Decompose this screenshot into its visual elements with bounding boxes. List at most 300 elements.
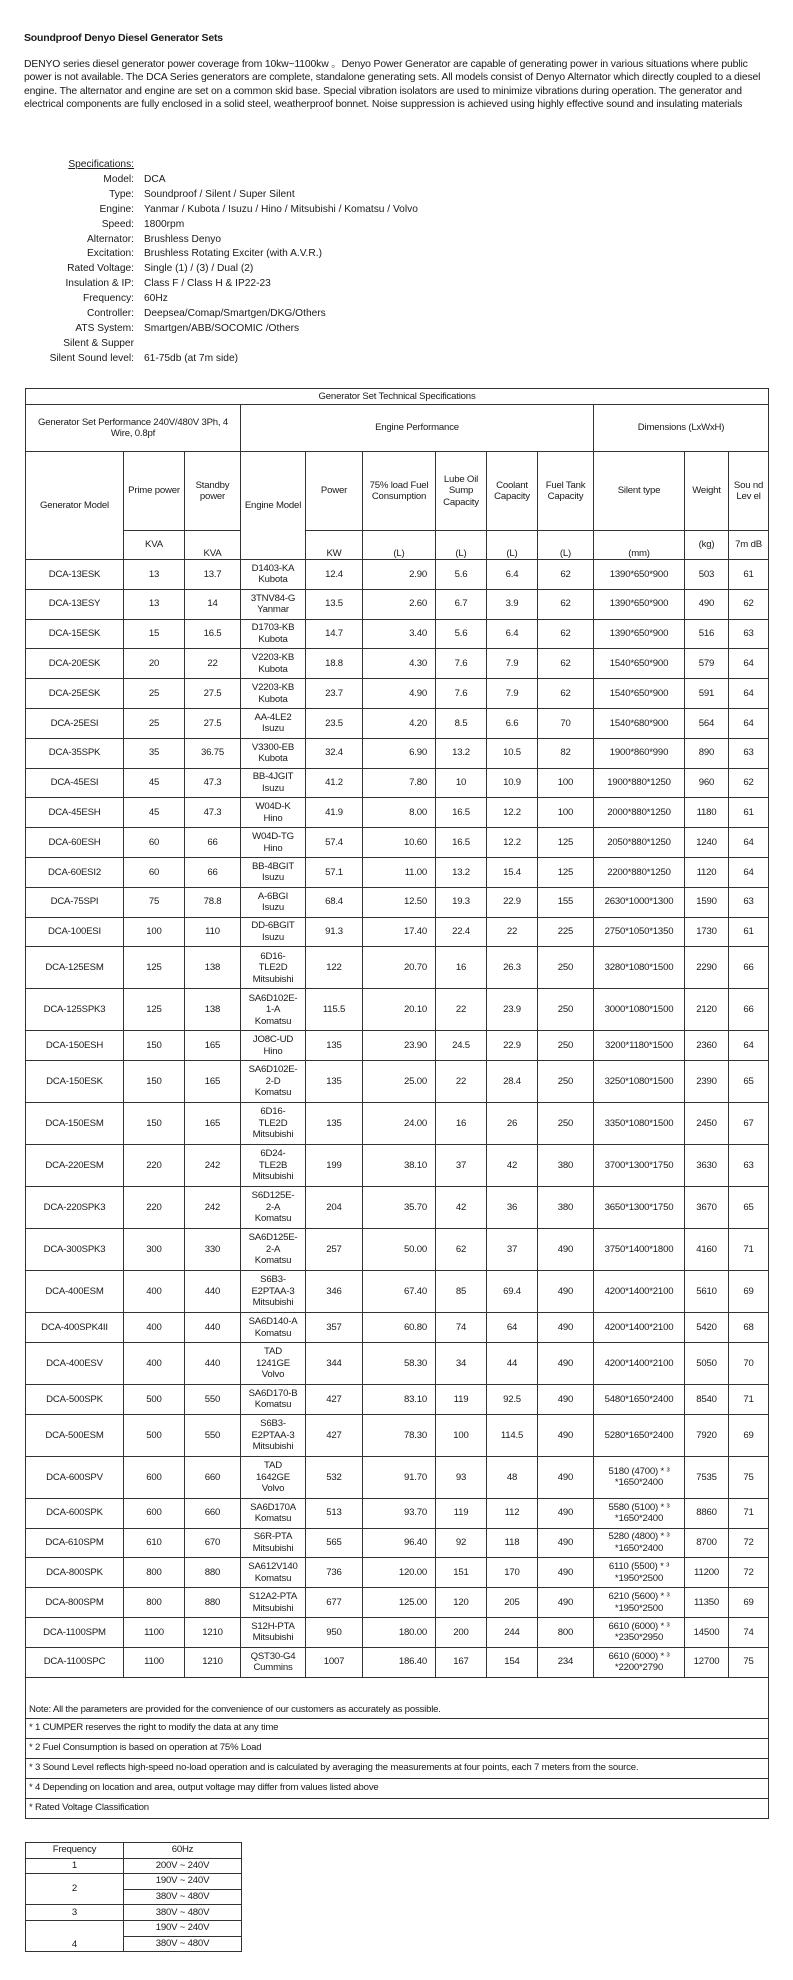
cell-silent-line: 5280*1650*2400: [604, 1429, 674, 1441]
cell-silent-line: *1650*2400: [614, 1477, 664, 1489]
cell-prime: 600: [124, 1456, 185, 1498]
cell-silent: [594, 1558, 685, 1588]
cell-fuel: 38.10: [363, 1145, 436, 1187]
cell-tank: 250: [538, 947, 594, 989]
cell-engine-line: W04D-TG: [252, 831, 294, 843]
cell-power: 12.4: [306, 560, 363, 590]
cell-prime: 45: [124, 798, 185, 828]
cell-lube: 16.5: [436, 798, 487, 828]
spec-value: Class F / Class H & IP22-23: [144, 278, 271, 290]
cell-silent: [594, 1145, 685, 1187]
cell-silent-line: 3700*1300*1750: [604, 1159, 674, 1171]
cell-engine-line: Komatsu: [254, 1255, 292, 1267]
cell-tank: 62: [538, 619, 594, 649]
cell-silent-line: 6610 (6000) * ³: [608, 1620, 670, 1632]
cell-engine-line: E2PTAA-3: [251, 1429, 295, 1441]
voltage-range: 190V ~ 240V: [124, 1920, 242, 1936]
cell-engine: [241, 768, 306, 798]
cell-prime: 220: [124, 1145, 185, 1187]
cell-power: 32.4: [306, 738, 363, 768]
cell-power: 532: [306, 1456, 363, 1498]
cell-silent: [594, 947, 685, 989]
intro-paragraph: DENYO series diesel generator power coverage from 10kw~1100kw 。Denyo Power Generator are capable of generating power in various situations where public power is not available. The DCA Series generators are complete, standalone generating sets. All models consist of Denyo Alternator which directly coupled to a diesel engine. The alternator and engine are set on a common skid base. Special vibration isolators are used to minimize vibrations during operation. The generator and electrical components are fully enclosed in a solid steel, weatherproof bonnet. Noise suppression is achieved using highly effective sound and insulating materials: [24, 59, 761, 111]
voltage-class: 3: [26, 1905, 124, 1921]
cell-fuel: 4.30: [363, 649, 436, 679]
cell-tank: 250: [538, 1031, 594, 1061]
cell-lube: 5.6: [436, 619, 487, 649]
cell-standby: 138: [185, 947, 241, 989]
spec-row: [24, 247, 418, 262]
cell-lube: 13.2: [436, 738, 487, 768]
cell-power: 13.5: [306, 589, 363, 619]
unit-coolant: (L): [487, 531, 538, 560]
cell-engine: [241, 947, 306, 989]
cell-engine-line: 1241GE: [255, 1357, 290, 1369]
cell-engine-line: BB-4BGIT: [251, 860, 295, 872]
cell-power: 565: [306, 1528, 363, 1558]
unit-weight: (kg): [685, 531, 729, 560]
cell-prime: 25: [124, 708, 185, 738]
cell-weight: 2450: [685, 1103, 729, 1145]
column-header-sound: Sou nd Lev el: [729, 452, 769, 531]
cell-coolant: 3.9: [487, 589, 538, 619]
cell-engine: [241, 1271, 306, 1313]
cell-lube: 22.4: [436, 917, 487, 947]
cell-tank: 490: [538, 1229, 594, 1271]
cell-engine: [241, 1617, 306, 1647]
cell-engine-line: Mitsubishi: [252, 1171, 294, 1183]
cell-engine: [241, 1313, 306, 1343]
cell-model: DCA-125ESM: [26, 947, 124, 989]
cell-sound: 72: [729, 1558, 769, 1588]
cell-tank: 490: [538, 1456, 594, 1498]
cell-fuel: 186.40: [363, 1647, 436, 1677]
cell-engine-line: TAD: [264, 1460, 282, 1471]
spec-row: [24, 188, 418, 203]
cell-prime: 75: [124, 887, 185, 917]
cell-lube: 200: [436, 1617, 487, 1647]
cell-silent: [594, 1617, 685, 1647]
cell-engine-line: Kubota: [258, 753, 288, 765]
cell-fuel: 11.00: [363, 857, 436, 887]
cell-fuel: 93.70: [363, 1498, 436, 1528]
cell-prime: 60: [124, 857, 185, 887]
cell-engine-line: SA612V140: [248, 1561, 298, 1573]
column-header-weight: Weight: [685, 452, 729, 531]
cell-model: DCA-15ESK: [26, 619, 124, 649]
cell-prime: 125: [124, 989, 185, 1031]
cell-coolant: 6.4: [487, 560, 538, 590]
cell-standby: 242: [185, 1187, 241, 1229]
cell-sound: 63: [729, 887, 769, 917]
cell-weight: 5050: [685, 1342, 729, 1384]
cell-silent: [594, 768, 685, 798]
note-text: Note: All the parameters are provided for the convenience of our customers as accurately as possible.: [26, 1677, 769, 1718]
cell-silent-line: 3650*1300*1750: [604, 1201, 674, 1213]
table-row: [26, 1617, 769, 1647]
cell-standby: 165: [185, 1031, 241, 1061]
cell-engine-line: Isuzu: [262, 902, 284, 914]
cell-engine: [241, 1145, 306, 1187]
cell-power: 677: [306, 1588, 363, 1618]
cell-coolant: 22.9: [487, 1031, 538, 1061]
table-row: [26, 798, 769, 828]
cell-lube: 22: [436, 1061, 487, 1103]
cell-model: DCA-1100SPM: [26, 1617, 124, 1647]
cell-model: DCA-610SPM: [26, 1528, 124, 1558]
cell-weight: 890: [685, 738, 729, 768]
cell-coolant: 7.9: [487, 649, 538, 679]
cell-power: 135: [306, 1031, 363, 1061]
spec-row: [24, 262, 418, 277]
cell-tank: 800: [538, 1617, 594, 1647]
cell-coolant: 37: [487, 1229, 538, 1271]
cell-silent: [594, 887, 685, 917]
cell-model: DCA-45ESI: [26, 768, 124, 798]
cell-standby: 440: [185, 1271, 241, 1313]
group-header-performance: Generator Set Performance 240V/480V 3Ph, 4 Wire, 0.8pf: [26, 405, 241, 452]
cell-fuel: 10.60: [363, 828, 436, 858]
cell-standby: 66: [185, 828, 241, 858]
cell-model: DCA-300SPK3: [26, 1229, 124, 1271]
cell-fuel: 2.90: [363, 560, 436, 590]
cell-coolant: 92.5: [487, 1384, 538, 1414]
cell-sound: 64: [729, 708, 769, 738]
cell-engine-line: Hino: [263, 842, 283, 854]
cell-standby: 670: [185, 1528, 241, 1558]
cell-sound: 70: [729, 1342, 769, 1384]
cell-lube: 62: [436, 1229, 487, 1271]
cell-weight: 3670: [685, 1187, 729, 1229]
table-row: [26, 1456, 769, 1498]
cell-engine-line: 2-A: [265, 1201, 281, 1213]
cell-engine-line: Mitsubishi: [252, 973, 294, 985]
cell-tank: 62: [538, 560, 594, 590]
cell-silent-line: *1950*2500: [614, 1572, 664, 1584]
cell-silent: [594, 1229, 685, 1271]
cell-engine-line: 2-D: [265, 1075, 281, 1087]
cell-sound: 68: [729, 1313, 769, 1343]
cell-silent-line: 3000*1080*1500: [604, 1004, 674, 1016]
cell-engine: [241, 887, 306, 917]
cell-silent: [594, 1187, 685, 1229]
cell-engine-line: JO8C-UD: [252, 1034, 294, 1046]
cell-weight: 2120: [685, 989, 729, 1031]
cell-silent: [594, 1313, 685, 1343]
cell-engine: [241, 857, 306, 887]
cell-sound: 64: [729, 857, 769, 887]
cell-fuel: 25.00: [363, 1061, 436, 1103]
cell-engine-line: Mitsubishi: [252, 1441, 294, 1452]
cell-engine-line: AA-4LE2: [254, 711, 292, 723]
cell-sound: 64: [729, 679, 769, 709]
cell-tank: 70: [538, 708, 594, 738]
table-row: [26, 1528, 769, 1558]
cell-engine-line: Komatsu: [254, 1327, 292, 1339]
cell-sound: 71: [729, 1498, 769, 1528]
cell-lube: 7.6: [436, 679, 487, 709]
spec-row: [24, 233, 418, 248]
cell-standby: 36.75: [185, 738, 241, 768]
cell-model: DCA-1100SPC: [26, 1647, 124, 1677]
cell-sound: 63: [729, 619, 769, 649]
table-row: [26, 560, 769, 590]
cell-silent: [594, 708, 685, 738]
spec-value: Yanmar / Kubota / Isuzu / Hino / Mitsubishi / Komatsu / Volvo: [144, 203, 418, 215]
cell-power: 115.5: [306, 989, 363, 1031]
cell-power: 199: [306, 1145, 363, 1187]
cell-weight: 11350: [685, 1588, 729, 1618]
cell-model: DCA-400ESV: [26, 1342, 124, 1384]
cell-standby: 550: [185, 1414, 241, 1456]
cell-coolant: 36: [487, 1187, 538, 1229]
cell-weight: 11200: [685, 1558, 729, 1588]
table-row: [26, 1271, 769, 1313]
cell-weight: 5610: [685, 1271, 729, 1313]
cell-standby: 78.8: [185, 887, 241, 917]
cell-weight: 8860: [685, 1498, 729, 1528]
cell-silent-line: 1390*650*900: [609, 628, 669, 640]
table-row: [26, 1187, 769, 1229]
cell-coolant: 48: [487, 1456, 538, 1498]
cell-coolant: 154: [487, 1647, 538, 1677]
cell-prime: 13: [124, 560, 185, 590]
cell-weight: 14500: [685, 1617, 729, 1647]
cell-engine-line: Komatsu: [254, 1399, 292, 1411]
cell-weight: 2390: [685, 1061, 729, 1103]
cell-silent-line: 2200*880*1250: [607, 866, 671, 878]
cell-engine-line: W04D-K: [255, 801, 291, 813]
cell-fuel: 3.40: [363, 619, 436, 649]
cell-engine-line: Mitsubishi: [252, 1542, 294, 1554]
cell-engine-line: Isuzu: [262, 782, 284, 794]
cell-sound: 72: [729, 1528, 769, 1558]
spec-value: Deepsea/Comap/Smartgen/DKG/Others: [144, 308, 326, 320]
cell-engine-line: Kubota: [258, 574, 288, 586]
cell-prime: 1100: [124, 1647, 185, 1677]
cell-lube: 42: [436, 1187, 487, 1229]
voltage-range: 200V ~ 240V: [124, 1858, 242, 1874]
cell-fuel: 8.00: [363, 798, 436, 828]
cell-weight: 1180: [685, 798, 729, 828]
cell-tank: 380: [538, 1187, 594, 1229]
cell-standby: 27.5: [185, 708, 241, 738]
cell-power: 950: [306, 1617, 363, 1647]
cell-coolant: 10.9: [487, 768, 538, 798]
cell-lube: 5.6: [436, 560, 487, 590]
cell-silent-line: 2750*1050*1350: [604, 926, 674, 938]
cell-silent-line: 3350*1080*1500: [604, 1117, 674, 1129]
cell-engine: [241, 560, 306, 590]
cell-lube: 92: [436, 1528, 487, 1558]
cell-silent: [594, 857, 685, 887]
cell-silent-line: 5480*1650*2400: [604, 1393, 674, 1405]
voltage-range: 380V ~ 480V: [124, 1936, 242, 1952]
cell-silent: [594, 560, 685, 590]
cell-engine-line: 6D16-: [260, 950, 286, 962]
cell-silent: [594, 1414, 685, 1456]
note-row: [26, 1778, 769, 1798]
cell-engine-line: D1403-KA: [251, 562, 295, 574]
cell-fuel: 20.70: [363, 947, 436, 989]
cell-lube: 22: [436, 989, 487, 1031]
cell-silent: [594, 649, 685, 679]
table-row: [26, 1342, 769, 1384]
table-row: [26, 1145, 769, 1187]
cell-engine-line: SA6D125E-: [248, 1232, 298, 1244]
cell-silent-line: 1540*650*900: [609, 658, 669, 670]
cell-sound: 61: [729, 917, 769, 947]
cell-power: 427: [306, 1384, 363, 1414]
cell-tank: 490: [538, 1342, 594, 1384]
cell-lube: 24.5: [436, 1031, 487, 1061]
note-text: * 4 Depending on location and area, output voltage may differ from values listed above: [26, 1778, 769, 1798]
cell-prime: 150: [124, 1103, 185, 1145]
cell-engine: [241, 1342, 306, 1384]
cell-tank: 490: [538, 1498, 594, 1528]
cell-model: DCA-45ESH: [26, 798, 124, 828]
cell-engine: [241, 1588, 306, 1618]
cell-coolant: 170: [487, 1558, 538, 1588]
cell-prime: 45: [124, 768, 185, 798]
cell-coolant: 69.4: [487, 1271, 538, 1313]
cell-engine: [241, 619, 306, 649]
cell-engine-line: Mitsubishi: [252, 1602, 294, 1614]
cell-fuel: 20.10: [363, 989, 436, 1031]
spec-value: 61-75db (at 7m side): [144, 352, 239, 364]
cell-standby: 66: [185, 857, 241, 887]
spec-value: DCA: [144, 173, 166, 185]
cell-model: DCA-150ESH: [26, 1031, 124, 1061]
cell-standby: 550: [185, 1384, 241, 1414]
cell-fuel: 7.80: [363, 768, 436, 798]
cell-tank: 250: [538, 989, 594, 1031]
cell-prime: 15: [124, 619, 185, 649]
table-row: [26, 589, 769, 619]
cell-fuel: 125.00: [363, 1588, 436, 1618]
cell-engine-line: A-6BGI: [257, 890, 289, 902]
note-text: * 2 Fuel Consumption is based on operation at 75% Load: [26, 1738, 769, 1758]
cell-weight: 7535: [685, 1456, 729, 1498]
cell-engine-line: Komatsu: [254, 1513, 292, 1525]
cell-lube: 7.6: [436, 649, 487, 679]
table-row: [26, 768, 769, 798]
cell-silent-line: 3750*1400*1800: [604, 1243, 674, 1255]
cell-silent: [594, 679, 685, 709]
group-header-engine: Engine Performance: [241, 405, 594, 452]
table-row: [26, 708, 769, 738]
cell-fuel: 4.20: [363, 708, 436, 738]
spec-value: Smartgen/ABB/SOCOMIC /Others: [144, 322, 300, 334]
cell-sound: 65: [729, 1187, 769, 1229]
cell-prime: 150: [124, 1061, 185, 1103]
column-header-engine: Engine Model: [241, 452, 306, 560]
cell-power: 23.5: [306, 708, 363, 738]
cell-engine-line: 3TNV84-G: [250, 592, 296, 604]
frequency-voltage-table: [25, 1842, 242, 1952]
spec-row: [24, 352, 418, 367]
technical-specifications-table: [25, 388, 769, 1819]
cell-lube: 74: [436, 1313, 487, 1343]
cell-fuel: 67.40: [363, 1271, 436, 1313]
cell-engine: [241, 1558, 306, 1588]
cell-engine-line: 6D24-: [260, 1148, 286, 1160]
cell-model: DCA-60ESH: [26, 828, 124, 858]
unit-fuel: (L): [363, 531, 436, 560]
cell-model: DCA-600SPK: [26, 1498, 124, 1528]
cell-sound: 69: [729, 1414, 769, 1456]
cell-tank: 62: [538, 589, 594, 619]
column-header-tank: Fuel Tank Capacity: [538, 452, 594, 531]
cell-sound: 71: [729, 1384, 769, 1414]
cell-tank: 82: [538, 738, 594, 768]
cell-power: 41.9: [306, 798, 363, 828]
specifications-heading-row: [24, 158, 418, 173]
cell-engine-line: Cummins: [253, 1662, 293, 1674]
cell-sound: 69: [729, 1271, 769, 1313]
cell-coolant: 118: [487, 1528, 538, 1558]
cell-engine: [241, 1061, 306, 1103]
cell-tank: 62: [538, 679, 594, 709]
cell-lube: 119: [436, 1498, 487, 1528]
cell-coolant: 23.9: [487, 989, 538, 1031]
cell-prime: 610: [124, 1528, 185, 1558]
table-row: [26, 947, 769, 989]
cell-silent: [594, 989, 685, 1031]
cell-power: 257: [306, 1229, 363, 1271]
cell-model: DCA-500SPK: [26, 1384, 124, 1414]
column-header-power: Power: [306, 452, 363, 531]
cell-fuel: 35.70: [363, 1187, 436, 1229]
cell-weight: 960: [685, 768, 729, 798]
table-row: [26, 1384, 769, 1414]
cell-standby: 440: [185, 1342, 241, 1384]
cell-standby: 440: [185, 1313, 241, 1343]
cell-coolant: 6.4: [487, 619, 538, 649]
cell-silent: [594, 917, 685, 947]
cell-lube: 19.3: [436, 887, 487, 917]
cell-standby: 47.3: [185, 798, 241, 828]
cell-silent-line: 1900*860*990: [609, 747, 669, 759]
cell-power: 23.7: [306, 679, 363, 709]
voltage-range: 380V ~ 480V: [124, 1905, 242, 1921]
cell-fuel: 50.00: [363, 1229, 436, 1271]
cell-silent: [594, 1271, 685, 1313]
table-row: [26, 887, 769, 917]
cell-power: 135: [306, 1103, 363, 1145]
cell-silent-line: 1900*880*1250: [607, 777, 671, 789]
cell-engine-line: Komatsu: [254, 1015, 292, 1027]
cell-prime: 600: [124, 1498, 185, 1528]
cell-engine: [241, 1528, 306, 1558]
cell-tank: 225: [538, 917, 594, 947]
column-header-model: Generator Model: [26, 452, 124, 560]
cell-engine-line: Mitsubishi: [252, 1129, 294, 1141]
cell-prime: 60: [124, 828, 185, 858]
cell-silent-line: 1540*680*900: [609, 717, 669, 729]
table-row: [26, 1061, 769, 1103]
table-row: [26, 1229, 769, 1271]
cell-coolant: 44: [487, 1342, 538, 1384]
spec-value: 60Hz: [144, 293, 168, 305]
cell-tank: 250: [538, 1061, 594, 1103]
cell-fuel: 78.30: [363, 1414, 436, 1456]
cell-silent-line: 2000*880*1250: [607, 807, 671, 819]
cell-tank: 125: [538, 828, 594, 858]
cell-coolant: 22: [487, 917, 538, 947]
cell-tank: 490: [538, 1528, 594, 1558]
table-row: [26, 857, 769, 887]
